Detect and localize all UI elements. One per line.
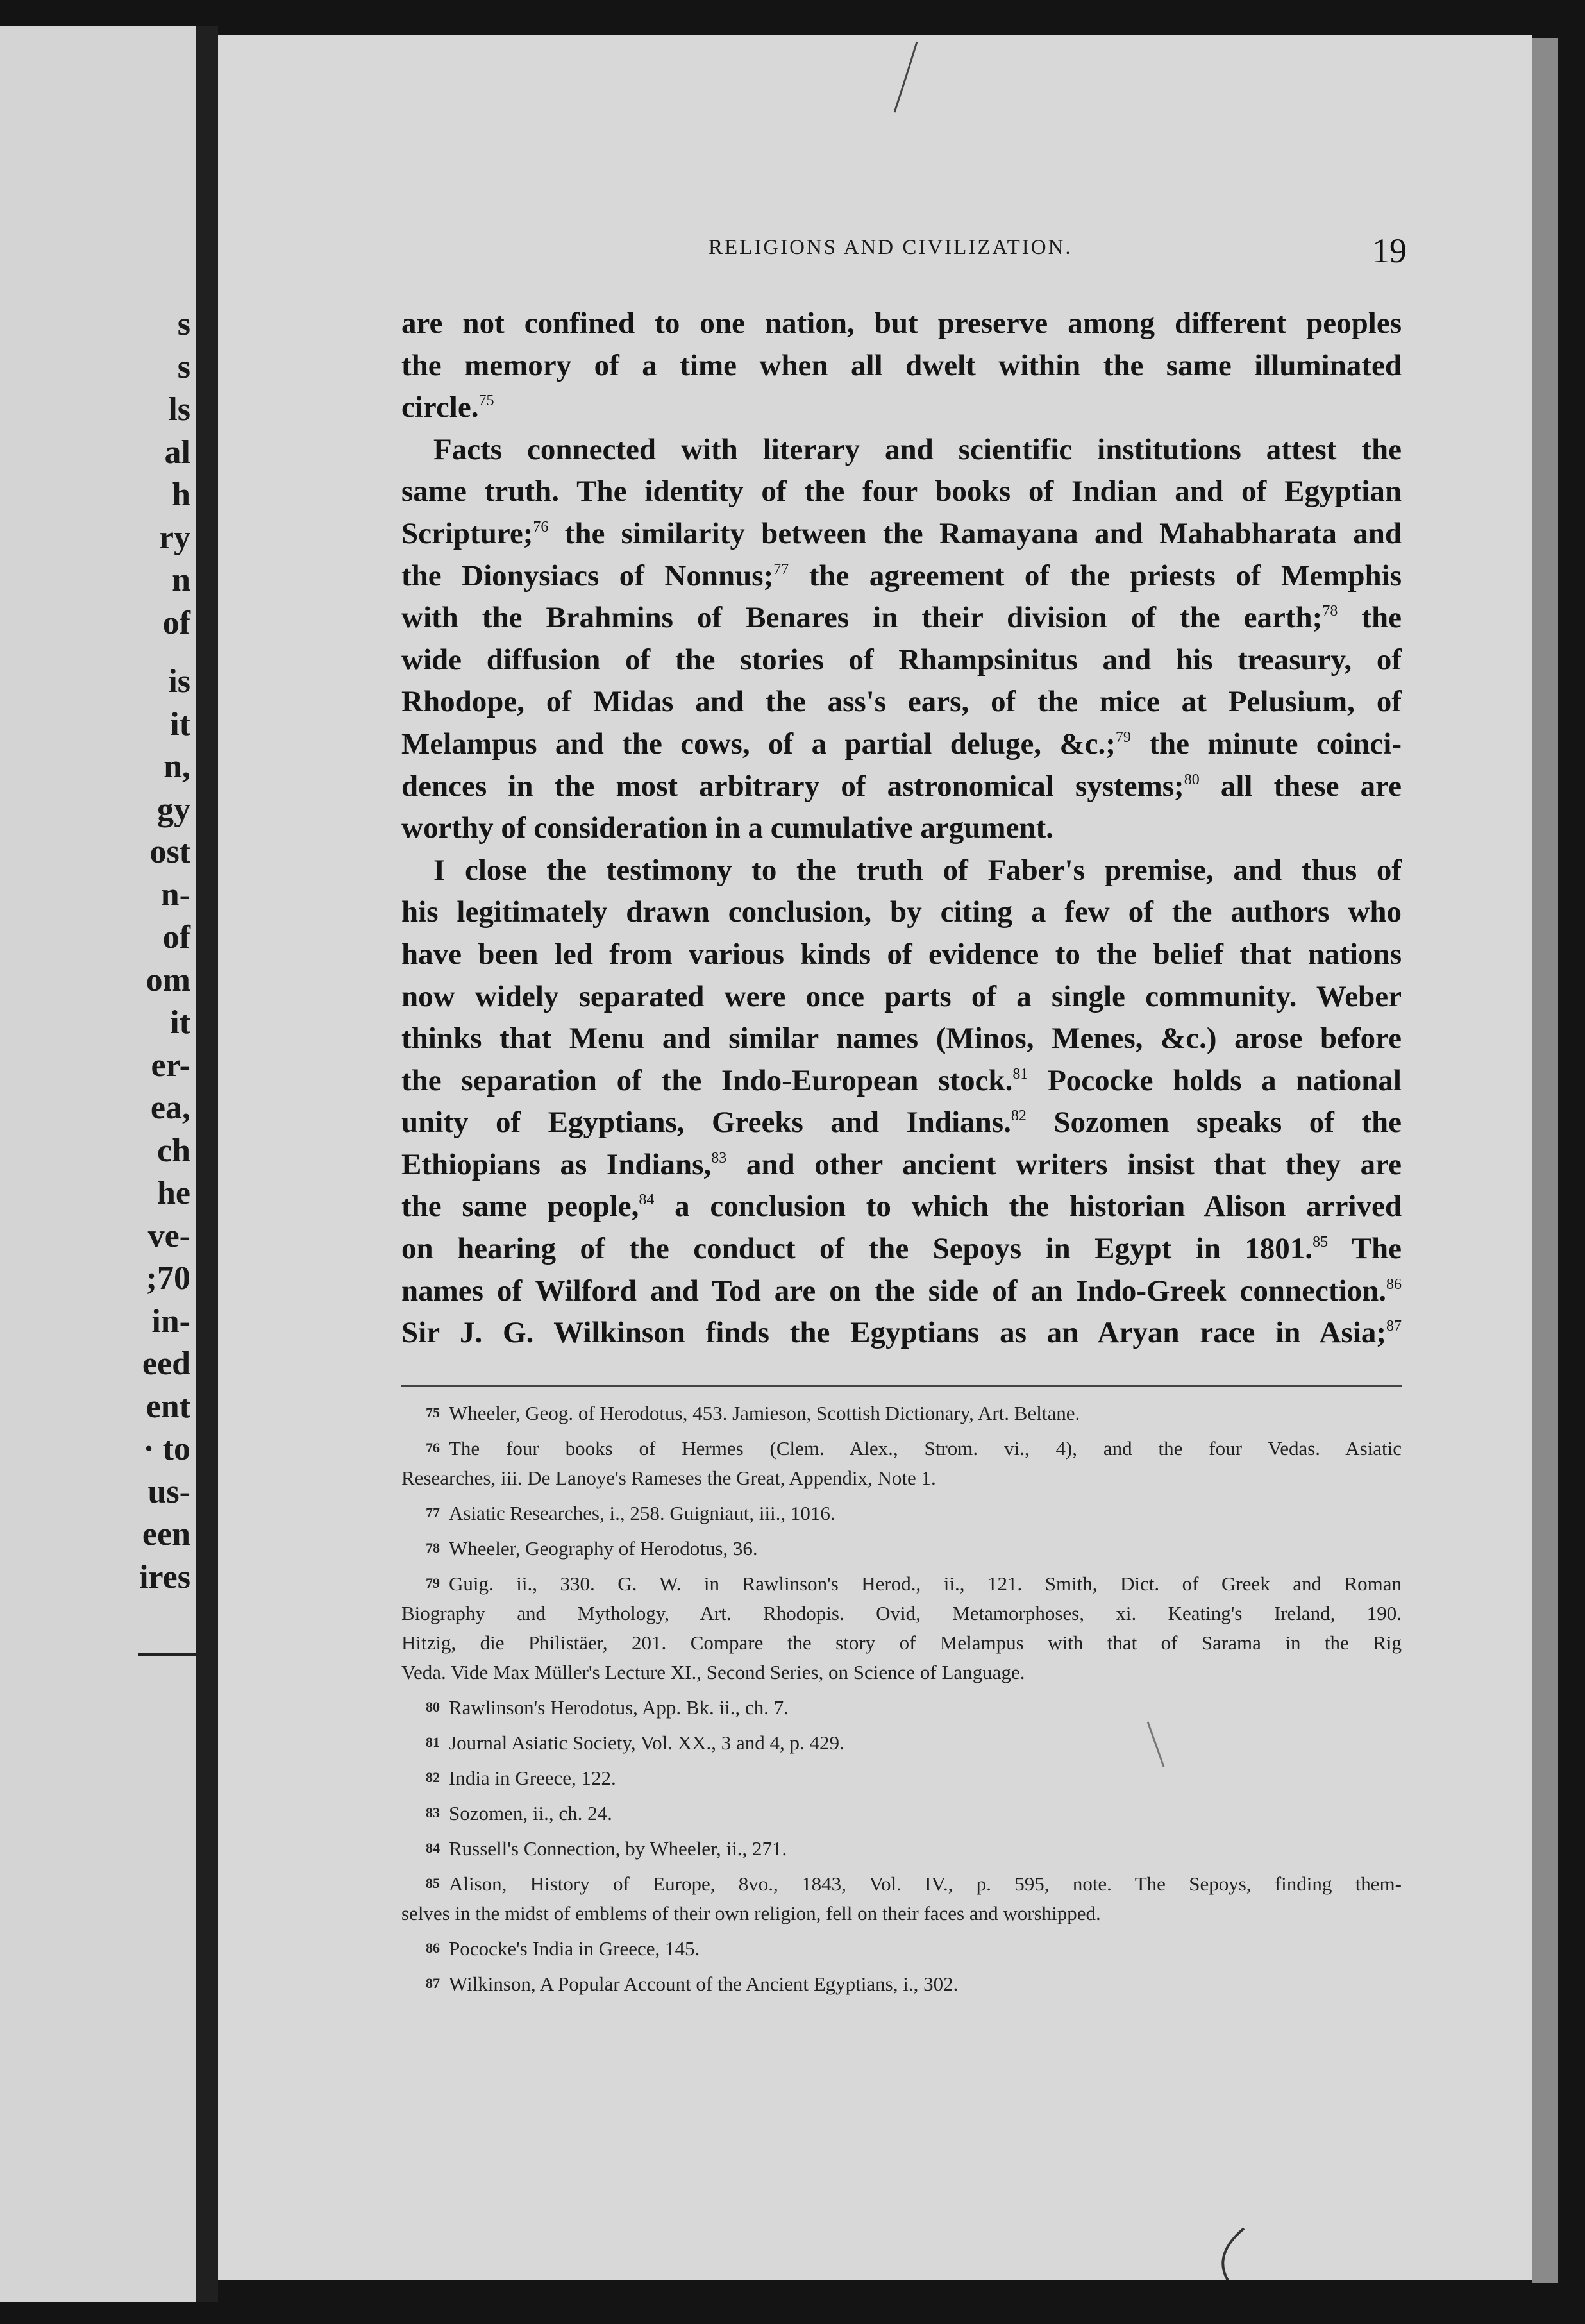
left-page-fragment: n- — [160, 876, 190, 913]
footnote-number: 85 — [426, 1875, 440, 1891]
left-page-fragment: ry — [158, 519, 190, 556]
footnote-text: Wheeler, Geog. of Herodotus, 453. Jamieson, Scottish Dictionary, Art. Beltane. — [449, 1402, 1080, 1424]
left-page-fragment: it — [170, 1004, 190, 1041]
footnote-number: 77 — [426, 1504, 440, 1520]
footnote-line — [401, 1463, 1402, 1493]
text-line — [401, 555, 1402, 598]
left-page-fragment: s — [177, 348, 190, 385]
text-run: and other ancient writers insist that they are — [726, 1147, 1402, 1181]
footnote-number: 81 — [426, 1734, 440, 1750]
text-line — [401, 1018, 1402, 1060]
footnote-line — [401, 1658, 1402, 1687]
footnote-gap — [401, 1793, 1402, 1798]
left-page-fragment: ent — [146, 1388, 190, 1425]
text-run: the similarity between the Ramayana and Mahabharata and — [548, 516, 1402, 550]
footnote-text: The four books of Hermes (Clem. Alex., Strom. vi., 4), and the four Vedas. Asiatic — [449, 1437, 1402, 1460]
footnote-text: Researches, iii. De Lanoye's Rameses the Great, Appendix, Note 1. — [401, 1467, 936, 1489]
left-page-fragment: eed — [142, 1345, 190, 1382]
text-run: are not confined to one nation, but preserve among different peoples — [401, 307, 1402, 340]
footnote-rule — [401, 1385, 1402, 1387]
text-line — [401, 1102, 1402, 1144]
left-page-fragment: ch — [157, 1132, 190, 1169]
text-run: names of Wilford and Tod are on the side of an Indo-Greek connection. — [401, 1274, 1386, 1308]
left-page-fragment: ost — [149, 834, 190, 870]
footnotes — [401, 1398, 1402, 2004]
left-page-fragment: ;70 — [146, 1260, 190, 1297]
text-run: now widely separated were once parts of a single community. Weber — [401, 979, 1402, 1013]
left-page-fragment: er- — [151, 1047, 190, 1084]
footnote-ref: 78 — [1322, 603, 1338, 620]
footnote-text: India in Greece, 122. — [449, 1767, 616, 1789]
left-page-fragment: it — [170, 705, 190, 743]
left-page-edge — [0, 26, 196, 2302]
footnote-ref: 81 — [1012, 1065, 1028, 1082]
footnote-ref: 82 — [1011, 1107, 1027, 1125]
text-line — [401, 1228, 1402, 1270]
left-page-fragment: h — [172, 476, 190, 513]
text-run: have been led from various kinds of evidence to the belief that nations — [401, 937, 1402, 971]
text-run: dences in the most arbitrary of astronomical systems; — [401, 769, 1184, 803]
footnote-ref: 75 — [478, 392, 494, 410]
text-line — [401, 471, 1402, 513]
footnote-number: 84 — [426, 1840, 440, 1856]
footnote-line — [401, 1869, 1402, 1899]
left-page-fragment: of — [162, 604, 190, 641]
text-line — [401, 387, 1402, 429]
text-line — [401, 681, 1402, 723]
footnote-line — [401, 1533, 1402, 1563]
paragraph-2 — [401, 429, 1402, 850]
footnote-line — [401, 1569, 1402, 1599]
footnote-ref: 79 — [1115, 728, 1131, 746]
body-text — [401, 303, 1402, 1354]
left-page-fragment: n, — [164, 748, 190, 785]
footnote-text: Russell's Connection, by Wheeler, ii., 271. — [449, 1837, 787, 1860]
footnote-line — [401, 1899, 1402, 1928]
text-line — [401, 891, 1402, 934]
footnote-line — [401, 1763, 1402, 1793]
footnote-ref: 76 — [533, 518, 549, 535]
footnote-line — [401, 1728, 1402, 1758]
text-line — [401, 429, 1402, 471]
text-line — [401, 1270, 1402, 1313]
left-page-fragment: n — [172, 562, 190, 598]
text-run: worthy of consideration in a cumulative argument. — [401, 811, 1053, 845]
footnote-line — [401, 1692, 1402, 1722]
text-line — [401, 639, 1402, 682]
footnote-number: 86 — [426, 1940, 440, 1956]
footnote-gap — [401, 1528, 1402, 1533]
footnote-gap — [401, 1828, 1402, 1833]
footnote-number: 79 — [426, 1575, 440, 1591]
footnote-line — [401, 1398, 1402, 1428]
footnote-text: Pococke's India in Greece, 145. — [449, 1937, 700, 1960]
footnote-text: Wheeler, Geography of Herodotus, 36. — [449, 1537, 758, 1560]
left-page-fragment: he — [157, 1175, 190, 1211]
footnote-ref: 83 — [711, 1149, 727, 1166]
footnote-number: 78 — [426, 1540, 440, 1556]
footnote-line — [401, 1969, 1402, 1999]
footnote-gap — [401, 1999, 1402, 2004]
left-page-fragment: in- — [151, 1302, 190, 1340]
footnote-text: Alison, History of Europe, 8vo., 1843, Vol. IV., p. 595, note. The Sepoys, finding them- — [449, 1873, 1402, 1895]
text-line — [401, 597, 1402, 639]
text-run: circle. — [401, 391, 479, 425]
left-page-fragment: een — [142, 1516, 190, 1553]
footnote-gap — [401, 1758, 1402, 1763]
footnote-gap — [401, 1687, 1402, 1692]
text-run: on hearing of the conduct of the Sepoys in Egypt in 1801. — [401, 1232, 1313, 1266]
left-page-fragment: gy — [157, 791, 190, 828]
text-run: the agreement of the priests of Memphis — [789, 559, 1402, 593]
text-run: the memory of a time when all dwelt within the same illuminated — [401, 348, 1402, 382]
text-run: unity of Egyptians, Greeks and Indians. — [401, 1106, 1011, 1140]
footnote-ref: 85 — [1312, 1234, 1329, 1251]
text-line — [401, 807, 1402, 850]
text-line — [401, 513, 1402, 555]
left-page-fragment: of — [162, 919, 190, 956]
left-page-fragment: s — [177, 306, 190, 342]
text-run: the separation of the Indo-European stock. — [401, 1063, 1013, 1097]
footnote-gap — [401, 1563, 1402, 1569]
footnote-text: Wilkinson, A Popular Account of the Ancient Egyptians, i., 302. — [449, 1973, 959, 1995]
footnote-line — [401, 1933, 1402, 1964]
footnote-text: Journal Asiatic Society, Vol. XX., 3 and 4, p. 429. — [449, 1731, 844, 1754]
text-run: The — [1328, 1232, 1402, 1266]
text-line — [401, 766, 1402, 808]
text-run: Melampus and the cows, of a partial deluge, &c.; — [401, 727, 1116, 761]
paragraph-3 — [401, 850, 1402, 1354]
footnote-text: selves in the midst of emblems of their own religion, fell on their faces and worshipped. — [401, 1902, 1101, 1924]
text-line — [401, 1060, 1402, 1102]
footnote-text: Veda. Vide Max Müller's Lecture XI., Second Series, on Science of Language. — [401, 1661, 1025, 1683]
text-run: a conclusion to which the historian Alison arrived — [654, 1190, 1402, 1224]
text-run: Rhodope, of Midas and the ass's ears, of the mice at Pelusium, of — [401, 685, 1402, 719]
footnote-gap — [401, 1964, 1402, 1969]
text-run: Sozomen speaks of the — [1026, 1106, 1402, 1140]
left-page-rule — [138, 1653, 196, 1656]
text-run: all these are — [1199, 769, 1402, 803]
text-run: Pococke holds a national — [1028, 1063, 1402, 1097]
footnote-text: Guig. ii., 330. G. W. in Rawlinson's Herod., ii., 121. Smith, Dict. of Greek and Roman — [449, 1572, 1402, 1595]
text-line — [401, 345, 1402, 387]
footnote-ref: 84 — [639, 1191, 655, 1209]
footnote-number: 83 — [426, 1805, 440, 1821]
left-page-fragment: · to — [143, 1431, 190, 1467]
left-page-fragment: ve- — [147, 1217, 190, 1254]
left-page-fragment: ires — [139, 1558, 190, 1596]
footnote-line — [401, 1798, 1402, 1828]
text-run: the same people, — [401, 1190, 639, 1224]
text-run: the — [1338, 601, 1402, 635]
text-run: his legitimately drawn conclusion, by citing a few of the authors who — [401, 895, 1402, 929]
footnote-line — [401, 1498, 1402, 1528]
text-line — [401, 303, 1402, 345]
text-line — [401, 976, 1402, 1018]
text-run: with the Brahmins of Benares in their division of the earth; — [401, 601, 1323, 635]
footnote-gap — [401, 1493, 1402, 1498]
footnote-text: Biography and Mythology, Art. Rhodopis. Ovid, Metamorphoses, xi. Keating's Ireland, 190. — [401, 1602, 1402, 1624]
text-run: wide diffusion of the stories of Rhampsinitus and his treasury, of — [401, 643, 1402, 677]
footnote-number: 87 — [426, 1975, 440, 1991]
footnote-text: Sozomen, ii., ch. 24. — [449, 1802, 612, 1824]
footnote-number: 76 — [426, 1440, 440, 1456]
footnote-gap — [401, 1928, 1402, 1933]
left-page-fragment: om — [146, 961, 190, 998]
footnote-text: Hitzig, die Philistäer, 201. Compare the story of Melampus with that of Sarama in the Rig — [401, 1631, 1402, 1654]
text-run: I close the testimony to the truth of Faber's premise, and thus of — [433, 853, 1402, 887]
footnote-gap — [401, 1864, 1402, 1869]
text-line — [401, 934, 1402, 976]
footnote-ref: 80 — [1184, 771, 1200, 788]
footnote-number: 80 — [426, 1699, 440, 1715]
text-run: the minute coinci- — [1130, 727, 1402, 761]
text-line — [401, 850, 1402, 892]
paragraph-1 — [401, 303, 1402, 429]
left-page-fragment: ea, — [150, 1090, 190, 1126]
footnote-ref: 86 — [1386, 1276, 1402, 1293]
left-page-fragment: is — [168, 663, 190, 700]
left-page-fragment: al — [164, 434, 190, 471]
text-run: Sir J. G. Wilkinson finds the Egyptians as an Aryan race in Asia; — [401, 1316, 1386, 1350]
footnote-gap — [401, 1428, 1402, 1433]
text-line — [401, 1144, 1402, 1186]
footnote-line — [401, 1433, 1402, 1463]
text-run: Facts connected with literary and scientific institutions attest the — [433, 432, 1402, 466]
text-run: Ethiopians as Indians, — [401, 1147, 712, 1181]
right-page-edge — [1532, 38, 1558, 2283]
footnote-number: 75 — [426, 1404, 440, 1420]
footnote-ref: 87 — [1386, 1318, 1402, 1335]
footnote-number: 82 — [426, 1769, 440, 1785]
text-run: thinks that Menu and similar names (Minos, Menes, &c.) arose before — [401, 1022, 1402, 1056]
footnote-ref: 77 — [773, 560, 789, 578]
left-page-fragment: ls — [168, 391, 190, 428]
text-run: Scripture; — [401, 516, 533, 550]
text-line — [401, 1312, 1402, 1354]
text-line — [401, 723, 1402, 766]
text-line — [401, 1186, 1402, 1228]
running-head: RELIGIONS AND CIVILIZATION. — [709, 236, 1073, 259]
footnote-text: Asiatic Researches, i., 258. Guigniaut, iii., 1016. — [449, 1502, 835, 1524]
footnote-text: Rawlinson's Herodotus, App. Bk. ii., ch. 7. — [449, 1696, 789, 1719]
text-run: the Dionysiacs of Nonnus; — [401, 559, 774, 593]
text-run: same truth. The identity of the four books of Indian and of Egyptian — [401, 475, 1402, 509]
book-gutter — [196, 26, 218, 2302]
page-number: 19 — [1372, 232, 1407, 270]
footnote-line — [401, 1599, 1402, 1628]
left-page-fragment: us- — [147, 1473, 190, 1510]
footnote-line — [401, 1628, 1402, 1658]
footnote-gap — [401, 1722, 1402, 1728]
footnote-line — [401, 1833, 1402, 1864]
